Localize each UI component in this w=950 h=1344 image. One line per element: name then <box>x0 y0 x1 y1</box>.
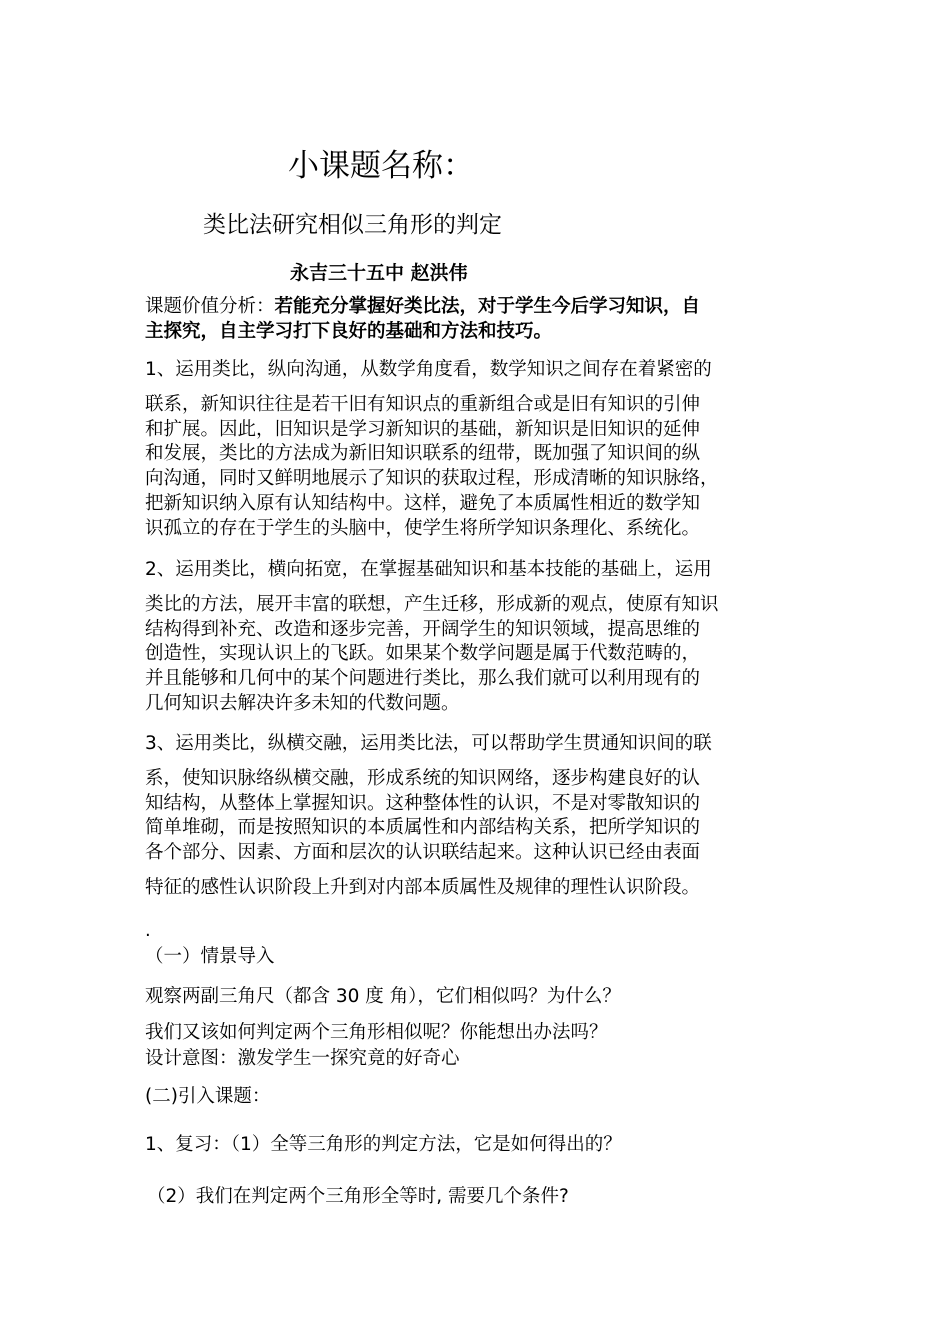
paragraph-line: 向沟通，同时又鲜明地展示了知识的获取过程，形成清晰的知识脉络， <box>145 468 719 490</box>
topic-subtitle: 类比法研究相似三角形的判定 <box>203 212 502 238</box>
paragraph-line: 1、运用类比，纵向沟通，从数学角度看，数学知识之间存在着紧密的 <box>145 359 712 380</box>
review-line-2: （2）我们在判定两个三角形全等时, 需要几个条件? <box>147 1186 569 1207</box>
paragraph-point-1 <box>145 358 825 542</box>
paragraph-line: 和发展，类比的方法成为新旧知识联系的纽带，既加强了知识间的纵 <box>145 443 701 465</box>
paragraph-line: 各个部分、因素、方面和层次的认识联结起来。这种认识已经由表面 <box>145 842 701 864</box>
stray-dot: . <box>145 920 151 941</box>
value-analysis-line-2 <box>145 320 825 345</box>
question-line-1: 观察两副三角尺（都含 30 度 角），它们相似吗？为什么？ <box>145 986 621 1007</box>
paragraph-line: 特征的感性认识阶段上升到对内部本质属性及规律的理性认识阶段。 <box>145 876 701 898</box>
section-heading-1: （一）情景导入 <box>145 946 275 967</box>
value-analysis-text-1: 若能充分掌握好类比法，对于学生今后学习知识，自 <box>274 296 701 317</box>
paragraph-line: 3、运用类比，纵横交融，运用类比法，可以帮助学生贯通知识间的联 <box>145 733 712 754</box>
paragraph-point-3 <box>145 732 825 901</box>
paragraph-line: 系，使知识脉络纵横交融，形成系统的知识网络，逐步构建良好的认 <box>145 767 701 789</box>
paragraph-line: 几何知识去解决许多未知的代数问题。 <box>145 692 460 714</box>
paragraph-line: 创造性，实现认识上的飞跃。如果某个数学问题是属于代数范畴的， <box>145 643 701 665</box>
value-analysis-label: 课题价值分析： <box>145 296 275 317</box>
author-line: 永吉三十五中 赵洪伟 <box>290 262 468 284</box>
review-line-1: 1、复习：（1）全等三角形的判定方法，它是如何得出的？ <box>145 1134 622 1155</box>
paragraph-line: 识孤立的存在于学生的头脑中，使学生将所学知识条理化、系统化。 <box>145 517 701 539</box>
paragraph-line: 2、运用类比，横向拓宽，在掌握基础知识和基本技能的基础上，运用 <box>145 559 712 580</box>
value-analysis-line-1 <box>145 295 825 320</box>
paragraph-line: 结构得到补充、改造和逐步完善，开阔学生的知识领域，提高思维的 <box>145 618 701 640</box>
paragraph-line: 并且能够和几何中的某个问题进行类比，那么我们就可以利用现有的 <box>145 668 701 690</box>
paragraph-line: 把新知识纳入原有认知结构中。这样，避免了本质属性相近的数学知 <box>145 492 701 514</box>
value-analysis <box>145 295 825 345</box>
value-analysis-text-2: 主探究，自主学习打下良好的基础和方法和技巧。 <box>145 320 553 342</box>
paragraph-line: 联系，新知识往往是若干旧有知识点的重新组合或是旧有知识的引伸 <box>145 393 701 415</box>
question-line-2: 我们又该如何判定两个三角形相似呢？你能想出办法吗？ <box>145 1022 608 1043</box>
paragraph-line: 简单堆砌，而是按照知识的本质属性和内部结构关系，把所学知识的 <box>145 817 701 839</box>
document-title: 小课题名称： <box>288 148 474 184</box>
paragraph-line: 类比的方法，展开丰富的联想，产生迁移，形成新的观点，使原有知识 <box>145 593 719 615</box>
paragraph-point-2 <box>145 558 825 717</box>
paragraph-line: 知结构，从整体上掌握知识。这种整体性的认识，不是对零散知识的 <box>145 792 701 814</box>
section-heading-2: (二)引入课题： <box>145 1086 271 1107</box>
paragraph-line: 和扩展。因此，旧知识是学习新知识的基础，新知识是旧知识的延伸 <box>145 418 701 440</box>
design-intent-line: 设计意图：激发学生一探究竟的好奇心 <box>145 1048 460 1069</box>
